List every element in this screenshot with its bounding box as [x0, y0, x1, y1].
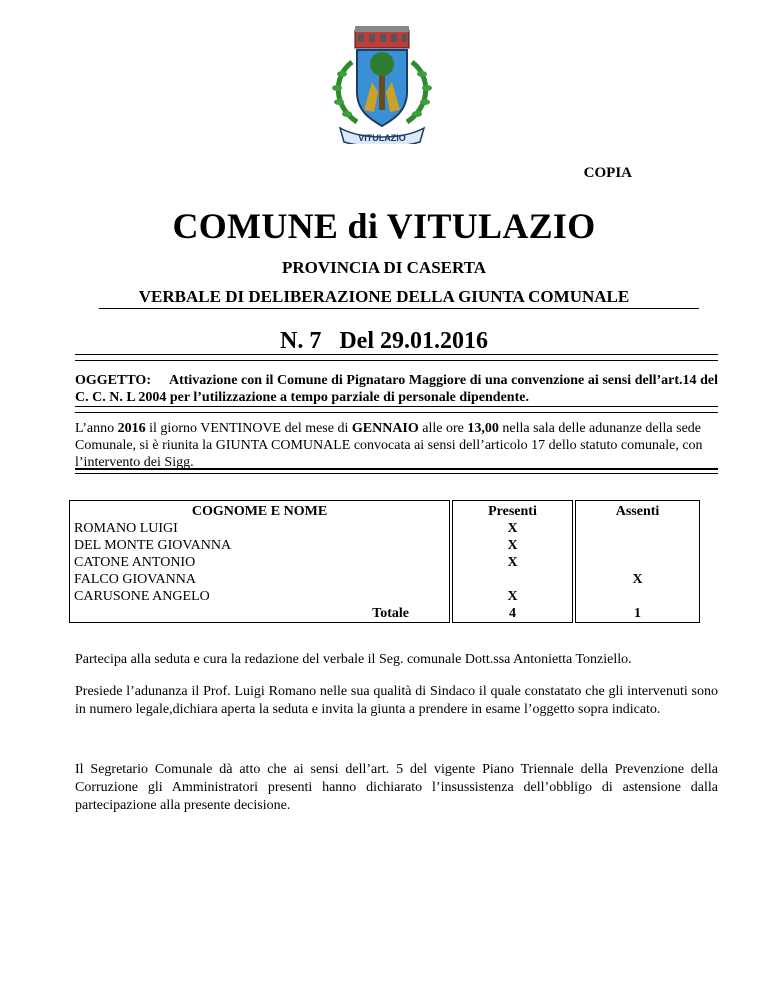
assenti-mark [576, 588, 700, 605]
intro-text: alle ore [418, 421, 468, 436]
presenti-mark: X [453, 588, 573, 605]
deliberation-number: N. 7 [280, 328, 322, 354]
municipal-crest-logo [322, 22, 442, 144]
separator-rule [75, 468, 718, 474]
presenti-mark: X [453, 554, 573, 571]
member-name: DEL MONTE GIOVANNA [70, 537, 450, 554]
session-month: GENNAIO [351, 421, 419, 436]
document-type-heading: VERBALE DI DELIBERAZIONE DELLA GIUNTA COMUNALE [138, 287, 630, 306]
intro-text: nella sala delle adunanze della sede Comunale, si è riunita la GIUNTA COMUNALE convocata ai sensi dell’articolo 17 dello statuto comunale, con l’intervento dei Sigg. [75, 421, 703, 470]
intro-text: il giorno VENTINOVE del mese di [145, 421, 352, 436]
total-presenti: 4 [453, 605, 573, 623]
assenti-mark [576, 537, 700, 554]
assenti-mark: X [576, 571, 700, 588]
session-time: 13,00 [467, 421, 499, 436]
crest-ribbon-text: VITULAZIO [358, 133, 406, 143]
president-paragraph: Presiede l’adunanza il Prof. Luigi Romano nelle sua qualità di Sindaco il quale constatato che gli intervenuti sono in numero legale,dichiara aperta la seduta e invita la giunta a prendere in esame l’oggetto sopra indicato. [75, 684, 718, 717]
page-title: COMUNE di VITULAZIO [172, 206, 596, 246]
member-name: CATONE ANTONIO [70, 554, 450, 571]
header-presenti: Presenti [453, 501, 573, 521]
separator-rule [75, 406, 718, 413]
session-intro [75, 420, 718, 471]
header-assenti: Assenti [576, 501, 700, 521]
deliberation-number-line [0, 328, 768, 355]
anticorruption-paragraph: Il Segretario Comunale dà atto che ai sensi dell’art. 5 del vigente Piano Triennale della Prevenzione della Corruzione gli Amministratori presenti hanno dichiarato l’insussistenza dell’obbligo di astensione dalla partecipazione alla presente decisione. [75, 762, 718, 813]
presenti-mark: X [453, 520, 573, 537]
deliberation-date: Del 29.01.2016 [339, 328, 488, 354]
header-name: COGNOME E NOME [70, 501, 450, 521]
table-row [70, 537, 700, 554]
total-label: Totale [70, 605, 450, 623]
heading-underline [99, 308, 699, 309]
assenti-mark [576, 520, 700, 537]
member-name: CARUSONE ANGELO [70, 588, 450, 605]
presenti-mark [453, 571, 573, 588]
table-row [70, 554, 700, 571]
subject-text: Attivazione con il Comune di Pignataro Maggiore di una convenzione ai sensi dell’art.14 del C. C. N. L 2004 per l’utilizzazione a tempo parziale di personale dipendente. [75, 373, 718, 405]
attendance-table [69, 500, 700, 623]
province-subtitle: PROVINCIA DI CASERTA [281, 258, 487, 277]
copy-label: COPIA [583, 165, 632, 181]
crest-svg [322, 22, 442, 144]
member-name: ROMANO LUIGI [70, 520, 450, 537]
intro-text: L’anno [75, 421, 118, 436]
table-row [70, 588, 700, 605]
separator-rule [75, 354, 718, 361]
subject-block [75, 372, 718, 406]
member-name: FALCO GIOVANNA [70, 571, 450, 588]
table-total-row [70, 605, 700, 623]
secretary-paragraph: Partecipa alla seduta e cura la redazione del verbale il Seg. comunale Dott.ssa Antonietta Tonziello. [75, 652, 632, 667]
presenti-mark: X [453, 537, 573, 554]
total-assenti: 1 [576, 605, 700, 623]
table-row [70, 520, 700, 537]
session-year: 2016 [117, 421, 146, 436]
table-row [70, 571, 700, 588]
table-header-row [70, 501, 700, 521]
assenti-mark [576, 554, 700, 571]
subject-label: OGGETTO: [75, 373, 151, 388]
